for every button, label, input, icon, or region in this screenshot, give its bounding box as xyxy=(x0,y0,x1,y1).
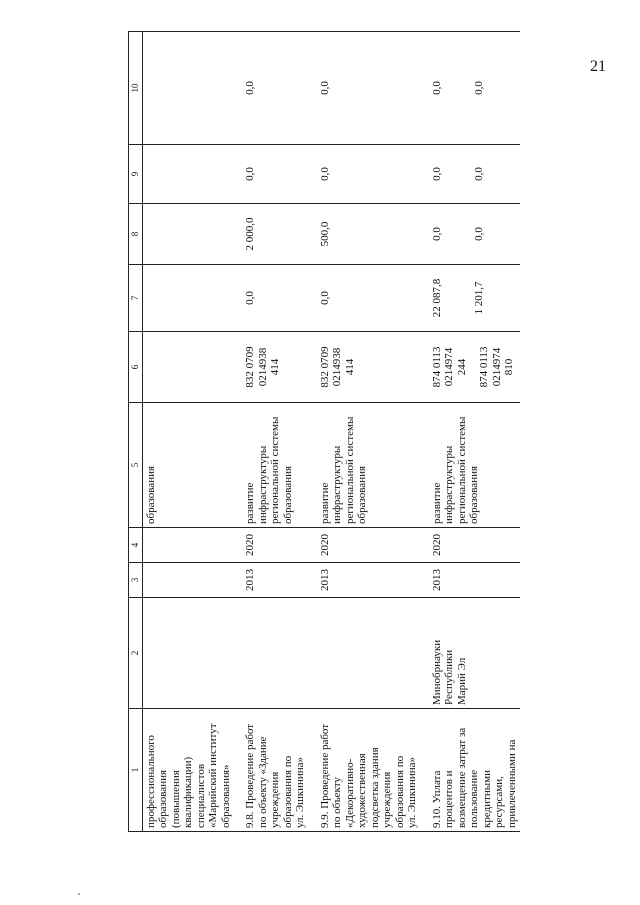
cell-line: 0,0 xyxy=(318,291,331,305)
cell-value-7 xyxy=(142,265,234,332)
cell-line: 9.10. Уплата xyxy=(430,770,443,828)
cell-line: образования xyxy=(468,465,480,524)
cell-line xyxy=(453,207,463,261)
cell-line: развитие xyxy=(430,482,443,524)
cell-value-7 xyxy=(309,265,421,332)
table-row xyxy=(234,32,309,832)
cell-line: региональной системы xyxy=(269,416,281,524)
cell-line: образования xyxy=(281,465,294,524)
cell-line: 2 000,0 xyxy=(244,217,256,251)
cell-end-year xyxy=(142,528,234,563)
cell-line: учреждения xyxy=(269,771,281,828)
table-row xyxy=(421,32,521,832)
cell-responsible xyxy=(234,598,309,709)
cell-line: 414 xyxy=(269,358,281,376)
cell-line: 0,0 xyxy=(473,167,485,181)
cell-direction xyxy=(309,403,421,528)
cell-value-10 xyxy=(142,32,234,145)
cell-line: 0,0 xyxy=(430,167,443,181)
cell-line: 0,0 xyxy=(244,291,256,305)
column-number-row xyxy=(129,32,143,832)
cell-line: 832 0709 xyxy=(244,346,256,388)
cell-line: ул. Эшкинина» xyxy=(406,756,418,828)
cell-line: пользование xyxy=(468,769,480,828)
cell-start-year: 2013 xyxy=(309,563,421,598)
table-row xyxy=(309,32,421,832)
cell-line: по объекту xyxy=(331,777,343,828)
page-number: 21 xyxy=(590,58,606,75)
col-header-10: 10 xyxy=(129,32,143,145)
cell-budget-code xyxy=(142,332,234,403)
cell-line xyxy=(463,268,473,328)
cell-line xyxy=(468,335,478,399)
cell-start-year: 2013 xyxy=(421,563,521,598)
col-header-2: 2 xyxy=(129,598,143,709)
cell-line: возмещение затрат за xyxy=(455,727,468,828)
cell-line: Минобрнауки xyxy=(430,639,443,705)
cell-line xyxy=(453,268,463,328)
col-header-7: 7 xyxy=(129,265,143,332)
cell-line: развитие xyxy=(244,482,256,524)
cell-line: подсветка здания xyxy=(368,747,381,828)
cell-line: 500,0 xyxy=(318,221,331,247)
cell-value-10 xyxy=(234,32,309,145)
cell-line: процентов и xyxy=(443,770,455,828)
col-header-3: 3 xyxy=(129,563,143,598)
cell-line: инфраструктуры xyxy=(256,445,269,524)
cell-value-9 xyxy=(421,145,521,204)
cell-line: Марий Эл xyxy=(455,657,468,705)
scan-speck xyxy=(78,893,80,895)
col-header-4: 4 xyxy=(129,528,143,563)
cell-start-year xyxy=(142,563,234,598)
cell-line: 0214974 xyxy=(490,347,503,387)
cell-line: 414 xyxy=(343,358,356,376)
cell-start-year: 2013 xyxy=(234,563,309,598)
col-header-6: 6 xyxy=(129,332,143,403)
cell-line: образования по xyxy=(281,755,294,828)
cell-line: 9.9. Проведение работ xyxy=(318,723,331,828)
cell-value-10 xyxy=(309,32,421,145)
col-header-8: 8 xyxy=(129,204,143,265)
cell-line: 810 xyxy=(503,358,515,376)
cell-budget-code xyxy=(421,332,521,403)
cell-direction xyxy=(142,403,234,528)
cell-line: художественная xyxy=(356,753,368,828)
cell-line xyxy=(443,207,453,261)
cell-line: кредитными xyxy=(480,770,493,828)
cell-value-8 xyxy=(309,204,421,265)
cell-value-9 xyxy=(234,145,309,204)
col-header-1: 1 xyxy=(129,709,143,832)
cell-value-9 xyxy=(142,145,234,204)
cell-line: Республики xyxy=(443,649,455,705)
cell-line xyxy=(463,207,473,261)
cell-name xyxy=(421,709,521,832)
cell-line: образования» xyxy=(219,764,232,828)
cell-end-year: 2020 xyxy=(234,528,309,563)
cell-line: ул. Эшкинина» xyxy=(294,756,306,828)
cell-responsible xyxy=(142,598,234,709)
cell-line: профессионального xyxy=(144,735,157,828)
cell-line: 1 201,7 xyxy=(473,281,485,315)
cell-line xyxy=(463,148,473,200)
cell-value-8 xyxy=(234,204,309,265)
cell-line: ресурсами, xyxy=(493,776,505,828)
cell-line: специалистов xyxy=(194,763,207,828)
cell-line: образования xyxy=(157,769,169,828)
cell-line: региональной системы xyxy=(343,416,356,524)
cell-line: 9.8. Проведение работ xyxy=(244,723,256,828)
cell-budget-code xyxy=(234,332,309,403)
cell-name xyxy=(234,709,309,832)
cell-line xyxy=(443,35,453,141)
cell-line: 22 087,8 xyxy=(430,278,443,318)
cell-line: 0,0 xyxy=(473,81,485,95)
cell-budget-code xyxy=(309,332,421,403)
cell-direction xyxy=(234,403,309,528)
cell-line: 0214974 xyxy=(443,347,455,387)
cell-line xyxy=(443,148,453,200)
cell-value-7 xyxy=(421,265,521,332)
rotated-table-frame xyxy=(128,42,638,832)
table-row xyxy=(142,32,234,832)
cell-responsible xyxy=(421,598,521,709)
cell-value-9 xyxy=(309,145,421,204)
cell-value-8 xyxy=(421,204,521,265)
cell-line: развитие xyxy=(318,482,331,524)
cell-line: 832 0709 xyxy=(318,346,331,388)
budget-table xyxy=(128,31,520,832)
cell-name xyxy=(309,709,421,832)
cell-name xyxy=(142,709,234,832)
cell-line: образования xyxy=(356,465,368,524)
cell-line: 0,0 xyxy=(318,167,331,181)
cell-value-8 xyxy=(142,204,234,265)
cell-line: региональной системы xyxy=(455,416,468,524)
cell-line: образования xyxy=(144,465,157,524)
cell-line: 0214938 xyxy=(256,347,269,387)
cell-line: 244 xyxy=(455,358,468,376)
cell-line: 0,0 xyxy=(318,81,331,95)
cell-line: инфраструктуры xyxy=(331,445,343,524)
cell-line: инфраструктуры xyxy=(443,445,455,524)
cell-line: 0,0 xyxy=(430,81,443,95)
cell-responsible xyxy=(309,598,421,709)
cell-direction xyxy=(421,403,521,528)
cell-line: учреждения xyxy=(381,771,393,828)
cell-line: «Декоративно- xyxy=(343,758,356,828)
cell-line: 0214938 xyxy=(331,347,343,387)
cell-line xyxy=(463,35,473,141)
cell-line: 874 0113 xyxy=(478,346,490,388)
cell-line xyxy=(453,35,463,141)
cell-value-10 xyxy=(421,32,521,145)
cell-value-7 xyxy=(234,265,309,332)
col-header-5: 5 xyxy=(129,403,143,528)
cell-line: по объекту «Здание xyxy=(256,736,269,828)
cell-line: 0,0 xyxy=(244,167,256,181)
cell-line: 874 0113 xyxy=(430,346,443,388)
cell-line: 0,0 xyxy=(473,227,485,241)
cell-line: 0,0 xyxy=(244,81,256,95)
cell-line: привлеченными на xyxy=(505,739,518,828)
cell-end-year: 2020 xyxy=(309,528,421,563)
cell-line: квалификации) xyxy=(182,756,194,828)
cell-end-year: 2020 xyxy=(421,528,521,563)
cell-line xyxy=(453,148,463,200)
col-header-9: 9 xyxy=(129,145,143,204)
cell-line: «Марийский институт xyxy=(207,723,219,828)
cell-line xyxy=(443,268,453,328)
table-body xyxy=(142,32,520,832)
cell-line: 0,0 xyxy=(430,227,443,241)
cell-line: образования по xyxy=(393,755,406,828)
cell-line: (повышения xyxy=(169,770,182,828)
